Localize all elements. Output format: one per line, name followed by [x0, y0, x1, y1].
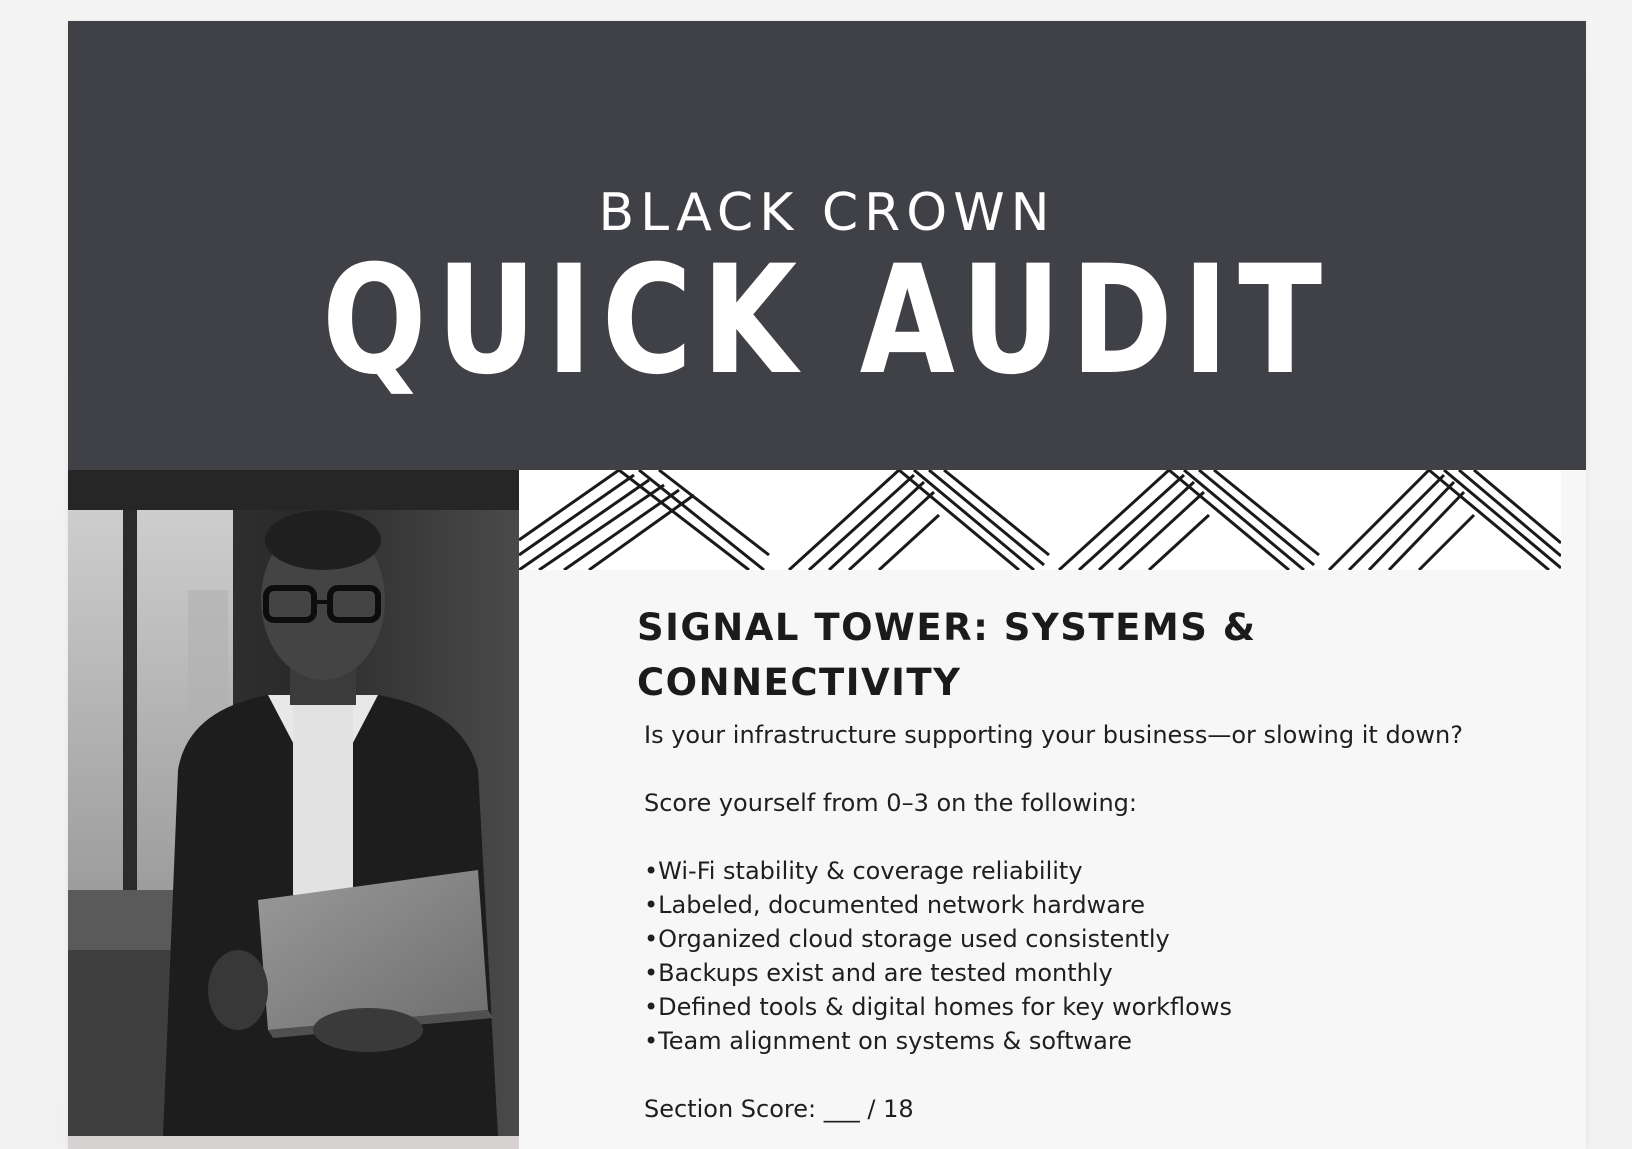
photo-bottom-bar [68, 1136, 519, 1149]
checklist-item: • Labeled, documented network hardware [644, 888, 1537, 922]
checklist-item: • Backups exist and are tested monthly [644, 956, 1537, 990]
checklist-item: • Wi-Fi stability & coverage reliability [644, 854, 1537, 888]
scoring-prompt: Score yourself from 0–3 on the following: [644, 789, 1137, 817]
document-title: QUICK AUDIT [322, 234, 1332, 408]
section-content [637, 600, 1537, 1126]
brand-name: BLACK CROWN [598, 183, 1056, 243]
section-score: Section Score: ___ / 18 [644, 1095, 914, 1123]
header-banner [68, 21, 1586, 470]
section-heading [637, 600, 1537, 710]
audit-checklist [644, 854, 1537, 1058]
checklist-item: • Organized cloud storage used consistently [644, 922, 1537, 956]
checklist-item: • Defined tools & digital homes for key workflows [644, 990, 1537, 1024]
section-heading-line1: SIGNAL TOWER: SYSTEMS & [637, 606, 1257, 649]
section-heading-line2: CONNECTIVITY [637, 661, 962, 704]
businessman-photo [68, 470, 519, 1136]
architecture-pattern-image [519, 470, 1561, 570]
section-intro: Is your infrastructure supporting your business—or slowing it down? [644, 721, 1463, 749]
checklist-item: • Team alignment on systems & software [644, 1024, 1537, 1058]
